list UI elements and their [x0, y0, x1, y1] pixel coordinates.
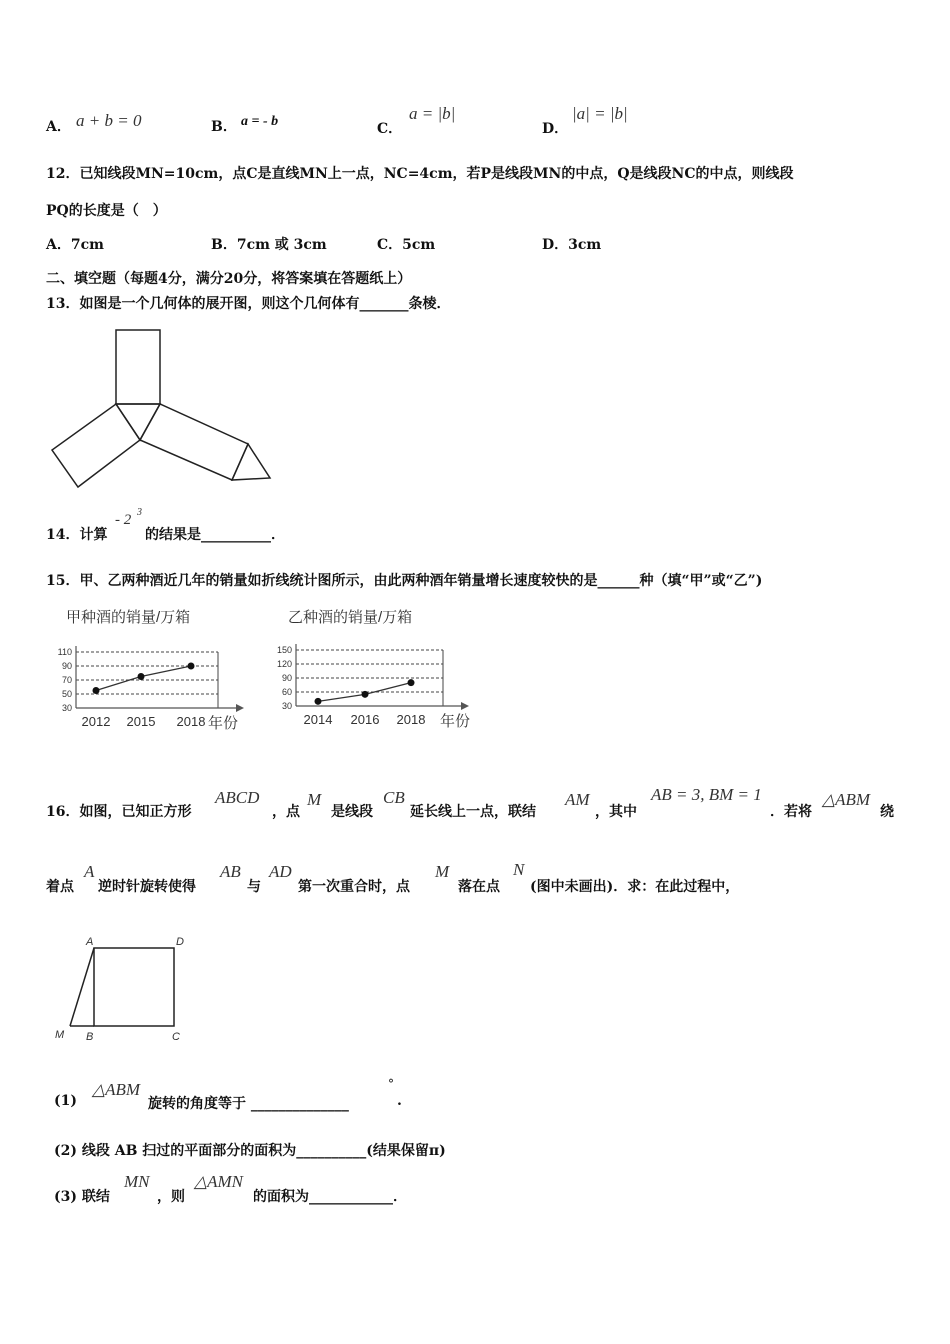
- q16-text-2d: 第一次重合时，点: [298, 879, 410, 895]
- q16-m2: M: [435, 862, 450, 881]
- label-b: B: [86, 1031, 94, 1043]
- q12-stem-line2: PQ的长度是（ ）: [46, 203, 167, 219]
- q15-stem: 15．甲、乙两种酒近几年的销量如折线统计图所示，由此两种酒年销量增长速度较快的是______种（填“甲”或“乙”): [46, 573, 763, 589]
- chart-jia: [48, 602, 258, 732]
- sub1-degree: °: [388, 1077, 394, 1091]
- sub1-period: .: [397, 1093, 402, 1109]
- q12-stem-line1: 12．已知线段MN=10cm，点C是直线MN上一点，NC=4cm，若P是线段MN的中点，Q是线段NC的中点，则线段: [46, 166, 794, 182]
- q16-text-1a: 16．如图，已知正方形: [46, 804, 192, 820]
- sub3-triangle: △AMN: [194, 1172, 243, 1191]
- chart-jia-xtick: 2018: [176, 714, 206, 729]
- q16-am: AM: [565, 790, 590, 809]
- sub3-suffix: 的面积为____________．: [253, 1189, 407, 1205]
- chart-yi-ytick: 60: [281, 687, 292, 697]
- chart-jia-ytick: 110: [57, 647, 72, 657]
- chart-yi-xlabel: 年份: [440, 713, 471, 730]
- label-a: A: [86, 936, 94, 948]
- label-d: D: [176, 936, 184, 948]
- q16-cb: CB: [383, 788, 405, 807]
- option-c-label: C．: [377, 121, 403, 137]
- chart-jia-point: [93, 687, 100, 694]
- q14-expression: - 2: [115, 512, 132, 528]
- chart-jia-point: [188, 663, 195, 670]
- q16-text-1f: ．若将: [770, 804, 812, 820]
- chart-jia-ytick: 90: [61, 661, 72, 671]
- q16-text-1b: ，点: [272, 804, 300, 820]
- chart-yi-x-arrow: [461, 702, 469, 710]
- sub3-mn: MN: [124, 1172, 150, 1191]
- q16-text-2e: 落在点: [458, 879, 500, 895]
- chart-jia-ytick: 70: [61, 675, 72, 685]
- q16-text-2c: 与: [247, 879, 261, 895]
- option-d-expression: |a| = |b|: [572, 104, 628, 123]
- chart-jia-xtick: 2012: [81, 714, 111, 729]
- chart-yi-point: [315, 698, 322, 705]
- q16-ab: AB: [220, 862, 241, 881]
- prism-net-figure: [40, 322, 280, 492]
- sub3-prefix: (3) 联结: [54, 1189, 110, 1205]
- square-figure: [50, 930, 200, 1050]
- q16-ad: AD: [269, 862, 292, 881]
- chart-jia-title: 甲种酒的销量/万箱: [66, 609, 191, 626]
- chart-yi: [268, 602, 488, 732]
- chart-jia-grid: [76, 652, 218, 708]
- option-b-label: B．: [211, 119, 237, 135]
- chart-yi-yticks: [277, 645, 292, 711]
- chart-yi-xtick: 2018: [396, 712, 426, 727]
- chart-jia-ytick: 30: [61, 703, 72, 713]
- q16-text-1d: 延长线上一点，联结: [410, 804, 536, 820]
- q16-triangle: △ABM: [822, 790, 871, 809]
- q14-prefix: 14．计算: [46, 527, 108, 543]
- option-b-expression: a = - b: [241, 114, 279, 129]
- sub1-triangle: △ABM: [92, 1080, 141, 1099]
- q16-a: A: [84, 862, 95, 881]
- q12-option-c: C．5cm: [377, 237, 436, 253]
- chart-yi-point: [408, 679, 415, 686]
- q16-text-1c: 是线段: [331, 804, 373, 820]
- chart-jia-yticks: [58, 647, 72, 713]
- chart-yi-ytick: 30: [281, 701, 292, 711]
- q16-condition: AB = 3, BM = 1: [651, 785, 762, 804]
- q16-n: N: [513, 860, 525, 879]
- q16-m: M: [307, 790, 322, 809]
- section-heading: 二、填空题（每题4分，满分20分，将答案填在答题纸上）: [46, 271, 412, 287]
- q16-text-1g: 绕: [880, 804, 894, 820]
- q12-option-b: B．7cm 或 3cm: [211, 237, 327, 253]
- chart-yi-ytick: 150: [276, 645, 292, 655]
- chart-jia-x-arrow: [236, 704, 244, 712]
- chart-jia-xtick: 2015: [126, 714, 156, 729]
- q16-abcd: ABCD: [215, 788, 260, 807]
- q12-option-d: D．3cm: [542, 237, 602, 253]
- option-a-expression: a + b = 0: [76, 111, 142, 130]
- q14-suffix: 的结果是__________．: [145, 527, 285, 543]
- chart-yi-title: 乙种酒的销量/万箱: [288, 609, 413, 626]
- option-c-expression: a = |b|: [409, 104, 456, 123]
- label-m: M: [55, 1029, 65, 1041]
- sub2-text: (2) 线段 AB 扫过的平面部分的面积为__________(结果保留π): [54, 1143, 446, 1159]
- sub3-middle: ，则: [157, 1189, 185, 1205]
- q16-text-2f: (图中未画出)．求：在此过程中，: [530, 879, 740, 895]
- chart-yi-xtick: 2016: [350, 712, 380, 727]
- sub1-text: 旋转的角度等于 ______________: [148, 1096, 349, 1112]
- q14-exponent: 3: [137, 507, 142, 518]
- chart-yi-xtick: 2014: [303, 712, 333, 727]
- chart-jia-xlabel: 年份: [208, 715, 239, 732]
- chart-yi-ytick: 90: [281, 673, 292, 683]
- option-a-label: A．: [46, 119, 71, 135]
- q16-text-2b: 逆时针旋转使得: [98, 879, 196, 895]
- label-c: C: [172, 1031, 180, 1043]
- chart-yi-point: [362, 691, 369, 698]
- option-d-label: D．: [542, 121, 569, 137]
- sub1-number: (1): [54, 1093, 77, 1109]
- chart-jia-ytick: 50: [61, 689, 72, 699]
- chart-yi-ytick: 120: [276, 659, 292, 669]
- chart-yi-grid: [296, 650, 443, 706]
- q12-option-a: A．7cm: [46, 237, 104, 253]
- q16-text-1e: ，其中: [595, 804, 637, 820]
- chart-jia-point: [138, 673, 145, 680]
- q16-text-2a: 着点: [46, 879, 74, 895]
- q13-stem: 13．如图是一个几何体的展开图，则这个几何体有_______条棱．: [46, 296, 451, 312]
